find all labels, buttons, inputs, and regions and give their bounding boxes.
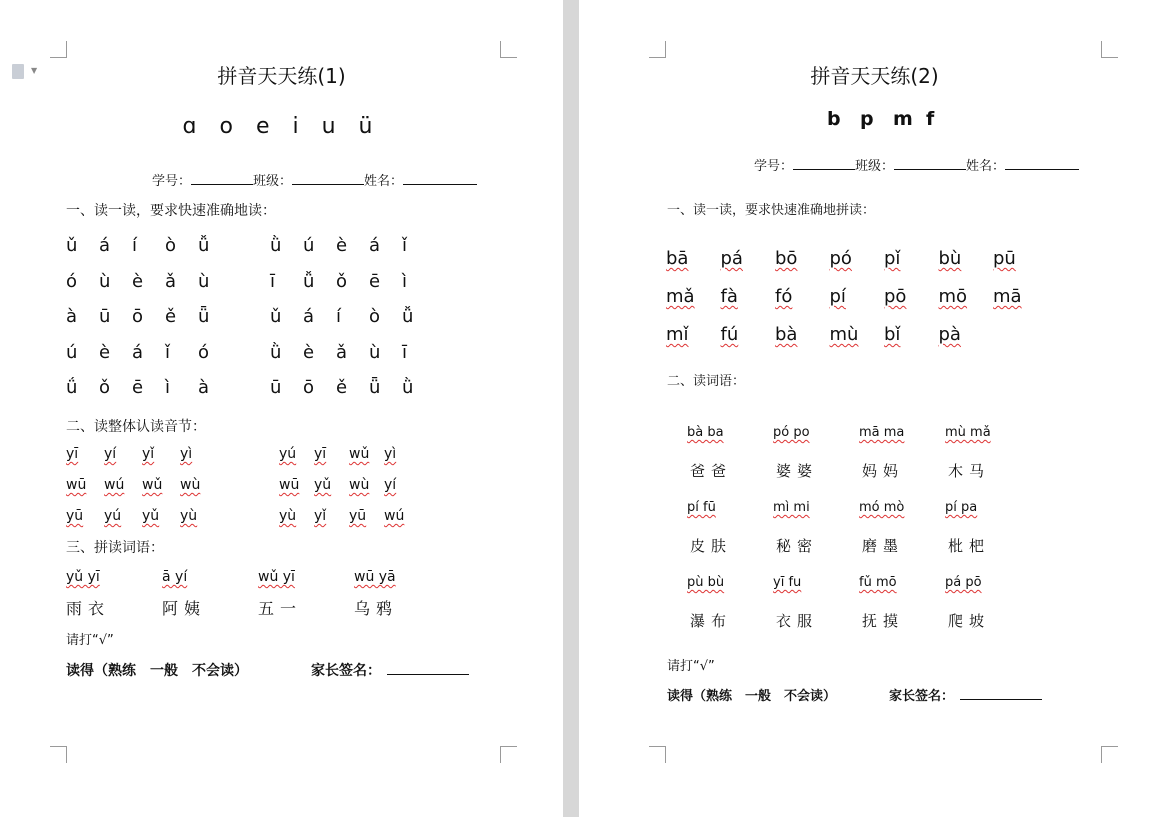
vowel-item: ū (270, 377, 282, 398)
word-hanzi: 秘密 (776, 537, 819, 555)
vowel-item: ǐ (402, 235, 408, 256)
check-note: 请打“√” (66, 633, 114, 648)
word-hanzi: 阿姨 (162, 599, 207, 618)
syllable-item: mǐ (666, 324, 689, 345)
tone-grid-left (66, 235, 231, 413)
margin-corner-top-left (50, 41, 67, 58)
page-title: 拼音天天练(2) (810, 64, 939, 88)
vowel-item: ě (165, 306, 177, 327)
parent-signature-field[interactable] (960, 685, 1042, 700)
syllable-item: yú (279, 446, 297, 462)
word-pinyin: mó mò (859, 500, 905, 515)
section-2-heading: 二、读整体认读音节： (66, 419, 206, 435)
parent-signature-field[interactable] (387, 660, 469, 675)
page-title: 拼音天天练(1) (217, 64, 346, 88)
margin-corner-bottom-right (1101, 746, 1118, 763)
letter-p: p (860, 108, 874, 130)
xuehao-field[interactable] (793, 156, 855, 170)
vowel-item: á (369, 235, 381, 256)
word-pinyin: yī fu (773, 575, 802, 590)
vowel-item: ū (99, 306, 111, 327)
syllable-item: pí (829, 286, 846, 307)
section-2-heading: 二、读词语： (667, 374, 746, 389)
syllable-item: wú (384, 508, 405, 524)
syllable-item: yǐ (142, 446, 155, 462)
syllable-item: mō (938, 286, 968, 307)
xingming-label: 姓名： (364, 174, 404, 189)
xingming-label: 姓名： (966, 159, 1006, 174)
section-3-heading: 三、拼读词语： (66, 540, 164, 556)
word-hanzi: 磨墨 (862, 537, 905, 555)
vowel-item: à (66, 306, 78, 327)
vowel-item: ǖ (198, 306, 210, 327)
word-pinyin: ā yí (162, 569, 188, 585)
syllable-item: bà (775, 324, 798, 345)
letter-b: b (827, 108, 841, 130)
student-info (754, 155, 1079, 174)
vowel-item: í (336, 306, 342, 327)
vowel-item: ě (336, 377, 348, 398)
section-1-heading: 一、读一读，要求快速准确地读： (66, 203, 276, 219)
vowel-item: ò (369, 306, 381, 327)
parent-signature (311, 660, 469, 680)
word-pinyin-row (66, 569, 450, 585)
vowel-item: ǚ (402, 306, 414, 327)
syllable-item: mā (993, 286, 1022, 307)
letter-f: f (926, 108, 935, 130)
word-hanzi: 木马 (948, 462, 991, 480)
margin-corner-top-left (649, 41, 666, 58)
syllable-item: yí (104, 446, 117, 462)
vowel-item: ǚ (303, 270, 315, 292)
xingming-field[interactable] (1005, 156, 1079, 170)
word-hanzi: 爸爸 (690, 462, 733, 480)
syllable-item: wū (66, 477, 87, 493)
word-row (690, 610, 1034, 631)
syllable-item: pō (884, 286, 907, 307)
syllable-item: fó (775, 286, 793, 307)
vowel-item: ǒ (99, 377, 111, 398)
xuehao-label: 学号： (152, 174, 192, 189)
word-hanzi: 枇杷 (948, 537, 991, 555)
vowel-item: ó (66, 270, 78, 292)
xingming-field[interactable] (403, 171, 477, 185)
vowel-item: ǚ (198, 235, 210, 256)
vowel-item: ù (369, 341, 381, 363)
vowel-item: ù (99, 270, 111, 292)
word-pinyin: wǔ yī (258, 569, 295, 585)
vowel-item: ú (303, 235, 315, 256)
syllable-grid (666, 248, 1048, 362)
word-pinyin: pí fū (687, 500, 716, 515)
syllable-item: yù (180, 508, 198, 524)
empty-cell (993, 324, 1048, 362)
check-note: 请打“√” (667, 659, 715, 674)
syllable-item: wù (180, 477, 201, 493)
margin-corner-top-right (500, 41, 517, 58)
syllable-item: fà (720, 286, 738, 307)
syllable-item: yú (104, 508, 122, 524)
vowel-item: ò (165, 235, 177, 256)
vowel-item: ǔ (270, 306, 282, 327)
vowel-item: è (336, 235, 348, 256)
word-row (690, 535, 1034, 556)
syllable-item: wǔ (349, 446, 370, 462)
vowel-item: ī (402, 341, 408, 363)
vowel-line: ɑ o e i u ü (182, 114, 381, 139)
vowel-item: ǔ (66, 235, 78, 256)
vowel-item: ē (132, 377, 144, 398)
vowel-item: á (132, 341, 144, 363)
vowel-item: ó (198, 341, 210, 363)
vowel-item: ǜ (270, 235, 282, 256)
vowel-item: í (132, 235, 138, 256)
word-pinyin-row (687, 575, 1031, 590)
vowel-item: à (198, 377, 210, 398)
syllable-item: yù (279, 508, 297, 524)
syllable-item: mǎ (666, 286, 695, 307)
vowel-item: ī (270, 270, 276, 292)
parent-signature-label: 家长签名： (311, 663, 381, 679)
margin-corner-bottom-left (649, 746, 666, 763)
vowel-item: ǜ (270, 341, 282, 363)
syllable-item: yī (314, 446, 327, 462)
word-hanzi: 五一 (258, 599, 303, 618)
word-pinyin: mā ma (859, 425, 905, 440)
syllable-grid-right (279, 446, 419, 539)
word-pinyin: fǔ mō (859, 575, 897, 590)
read-level-options: 读得（熟练 一般 不会读） (66, 663, 248, 679)
word-pinyin-row (687, 425, 1031, 440)
document-page-2 (579, 0, 1170, 817)
syllable-item: yí (384, 477, 397, 493)
syllable-item: pó (829, 248, 852, 269)
vowel-item: á (303, 306, 315, 327)
word-hanzi: 抚摸 (862, 612, 905, 630)
vowel-item: ō (303, 377, 315, 398)
syllable-item: bō (775, 248, 798, 269)
syllable-item: bǐ (884, 324, 901, 345)
syllable-item: mù (829, 324, 859, 345)
vowel-item: á (99, 235, 111, 256)
word-pinyin: pó po (773, 425, 810, 440)
vowel-item: è (99, 341, 111, 363)
margin-corner-top-right (1101, 41, 1118, 58)
word-hanzi: 妈妈 (862, 462, 905, 480)
vowel-item: ō (132, 306, 144, 327)
word-row (66, 596, 450, 619)
syllable-item: bù (938, 248, 962, 269)
syllable-item: pá (720, 248, 743, 269)
parent-signature (889, 685, 1042, 704)
word-pinyin: pí pa (945, 500, 978, 515)
banji-field[interactable] (292, 171, 364, 185)
syllable-item: yī (66, 446, 79, 462)
syllable-item: wù (349, 477, 370, 493)
vowel-item: è (303, 341, 315, 363)
banji-label: 班级： (253, 174, 293, 189)
syllable-item: wū (279, 477, 300, 493)
syllable-item: wú (104, 477, 125, 493)
document-page-1 (0, 0, 563, 817)
word-pinyin: mì mi (773, 500, 810, 515)
syllable-item: yū (66, 508, 84, 524)
xuehao-label: 学号： (754, 159, 794, 174)
word-pinyin: yǔ yī (66, 569, 100, 585)
student-info (152, 170, 477, 189)
vowel-item: ǘ (66, 377, 78, 398)
margin-corner-bottom-left (50, 746, 67, 763)
syllable-item: yì (384, 446, 397, 462)
syllable-item: wǔ (142, 477, 163, 493)
word-pinyin: pù bù (687, 575, 725, 590)
vowel-item: ǎ (165, 270, 177, 292)
vowel-item: ǜ (402, 377, 414, 398)
word-hanzi: 爬坡 (948, 612, 991, 630)
syllable-item: yǐ (314, 508, 327, 524)
tone-grid-right (270, 235, 435, 413)
syllable-item: bā (666, 248, 689, 269)
vowel-item: ǎ (336, 341, 348, 363)
xuehao-field[interactable] (191, 171, 253, 185)
margin-corner-bottom-right (500, 746, 517, 763)
vowel-item: ē (369, 270, 381, 292)
section-1-heading: 一、读一读，要求快速准确地拼读： (667, 203, 876, 218)
word-hanzi: 雨衣 (66, 599, 111, 618)
vowel-item: ú (66, 341, 78, 363)
read-level-options: 读得（熟练 一般 不会读） (667, 689, 837, 704)
banji-field[interactable] (894, 156, 966, 170)
syllable-item: pà (938, 324, 961, 345)
letter-m: m (893, 108, 913, 130)
vowel-item: ǐ (165, 341, 171, 363)
syllable-item: fú (720, 324, 739, 345)
word-pinyin-row (687, 500, 1031, 515)
parent-signature-label: 家长签名： (889, 689, 955, 704)
word-pinyin: pá pō (945, 575, 982, 590)
word-hanzi: 瀑布 (690, 612, 733, 630)
page-gap (563, 0, 579, 817)
banji-label: 班级： (855, 159, 895, 174)
consonant-line (827, 108, 946, 130)
word-hanzi: 婆婆 (776, 462, 819, 480)
word-pinyin: wū yā (354, 569, 396, 585)
word-pinyin: mù mǎ (945, 425, 991, 440)
syllable-item: pǐ (884, 248, 901, 269)
word-hanzi: 乌鸦 (354, 599, 399, 618)
word-hanzi: 皮肤 (690, 537, 733, 555)
syllable-item: yì (180, 446, 193, 462)
chevron-down-icon[interactable]: ▼ (31, 66, 38, 75)
syllable-item: yū (349, 508, 367, 524)
word-hanzi: 衣服 (776, 612, 819, 630)
vowel-item: ù (198, 270, 210, 292)
vowel-item: ǖ (369, 377, 381, 398)
syllable-item: yǔ (142, 508, 160, 524)
syllable-item: pū (993, 248, 1016, 269)
vowel-item: ǒ (336, 270, 348, 292)
word-pinyin: bà ba (687, 425, 724, 440)
vowel-item: ì (402, 270, 408, 292)
vowel-item: ì (165, 377, 171, 398)
vowel-item: è (132, 270, 144, 292)
word-row (690, 460, 1034, 481)
syllable-item: yǔ (314, 477, 332, 493)
syllable-grid-left (66, 446, 218, 539)
